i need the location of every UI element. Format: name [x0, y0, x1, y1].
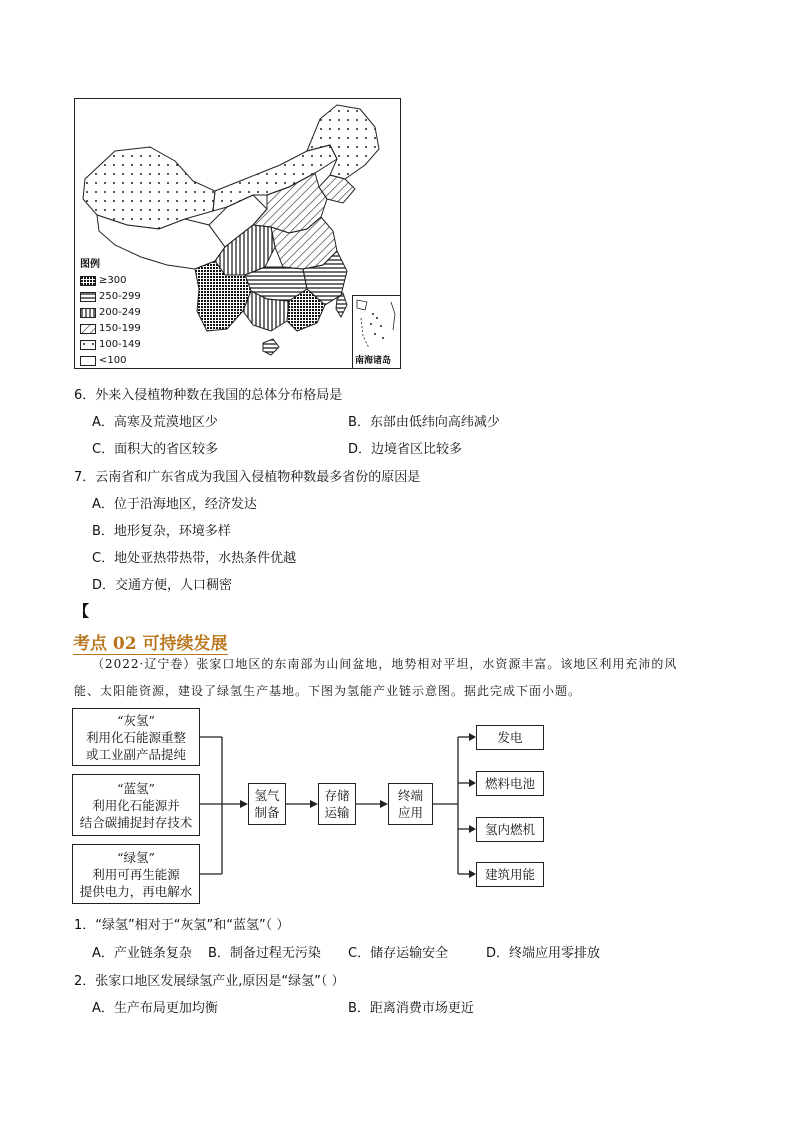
section-heading: 考点 02 可持续发展	[73, 629, 228, 655]
option-c[interactable]: C．储存运输安全	[348, 946, 449, 961]
legend-label: <100	[99, 355, 127, 366]
step-line: 终端	[397, 788, 423, 803]
step-line: 运输	[324, 805, 350, 820]
inset-label: 南海诸岛	[355, 356, 392, 366]
legend-label: 250-299	[99, 291, 141, 302]
option-b[interactable]: B．距离消费市场更近	[348, 1001, 474, 1016]
legend-label: 100-149	[99, 339, 141, 350]
option-b[interactable]: B．东部由低纬向高纬减少	[348, 415, 500, 430]
source-title: “蓝氢”	[117, 780, 155, 796]
option-c[interactable]: C．地处亚热带热带，水热条件优越	[92, 551, 297, 566]
step-line: 氢气	[254, 788, 280, 803]
question-stem: 7．云南省和广东省成为我国入侵植物种数最多省份的原因是	[74, 470, 421, 485]
use-box: 燃料电池	[476, 771, 544, 796]
option-a[interactable]: A．生产布局更加均衡	[92, 1001, 218, 1016]
open-bracket: 【	[74, 602, 90, 620]
legend-title: 图例	[80, 259, 100, 270]
step-line: 应用	[397, 805, 423, 820]
option-b[interactable]: B．制备过程无污染	[208, 946, 321, 961]
option-d[interactable]: D．终端应用零排放	[486, 946, 601, 961]
legend-label: 150-199	[99, 323, 141, 334]
source-line: 利用可再生能源	[92, 866, 180, 882]
option-d[interactable]: D．边境省区比较多	[348, 442, 463, 457]
arrow-head	[469, 779, 476, 787]
option-a[interactable]: A．产业链条复杂	[92, 946, 192, 961]
arrow-head	[469, 825, 476, 833]
source-line: 利用化石能源重整	[85, 729, 186, 745]
arrow-head	[469, 733, 476, 741]
source-line: 结合碳捕捉封存技术	[79, 814, 193, 830]
legend-label: 200-249	[99, 307, 141, 318]
source-title: “灰氢”	[117, 712, 155, 728]
question-stem: 1．“绿氢”相对于“灰氢”和“蓝氢”（ ）	[74, 918, 290, 933]
step-line: 存储	[324, 788, 350, 803]
question-stem: 2．张家口地区发展绿氢产业,原因是“绿氢”（ ）	[74, 974, 345, 989]
arrow-head	[469, 870, 476, 878]
passage-line-2: 能、太阳能资源，建设了绿氢生产基地。下图为氢能产业链示意图。据此完成下面小题。	[74, 684, 582, 698]
source-line: 或工业副产品提纯	[85, 746, 186, 762]
option-c[interactable]: C．面积大的省区较多	[92, 442, 219, 457]
step-box-production	[248, 783, 286, 825]
passage-line-1: （2022·辽宁卷）张家口地区的东南部为山间盆地，地势相对平坦，水资源丰富。该地区利用充沛的风	[92, 657, 678, 671]
source-box-grey-hydrogen	[72, 708, 200, 766]
source-line: 利用化石能源并	[92, 797, 180, 813]
arrow-head	[380, 800, 388, 808]
option-a[interactable]: A．高寒及荒漠地区少	[92, 415, 218, 430]
option-b[interactable]: B．地形复杂，环境多样	[92, 524, 231, 539]
source-line: 提供电力，再电解水	[79, 883, 193, 899]
use-box: 氢内燃机	[476, 817, 544, 842]
arrow-head	[310, 800, 318, 808]
step-line: 制备	[254, 805, 280, 820]
step-box-application	[388, 783, 433, 825]
source-box-blue-hydrogen	[72, 774, 200, 836]
option-d[interactable]: D．交通方便，人口稠密	[92, 578, 233, 593]
legend-label: ≥300	[99, 275, 127, 286]
step-box-storage	[318, 783, 356, 825]
option-a[interactable]: A．位于沿海地区，经济发达	[92, 497, 257, 512]
use-box: 建筑用能	[476, 862, 544, 887]
source-title: “绿氢”	[117, 849, 155, 865]
use-box: 发电	[476, 725, 544, 750]
question-stem: 6．外来入侵植物种数在我国的总体分布格局是	[74, 388, 343, 403]
source-box-green-hydrogen	[72, 844, 200, 904]
arrow-head	[240, 800, 248, 808]
